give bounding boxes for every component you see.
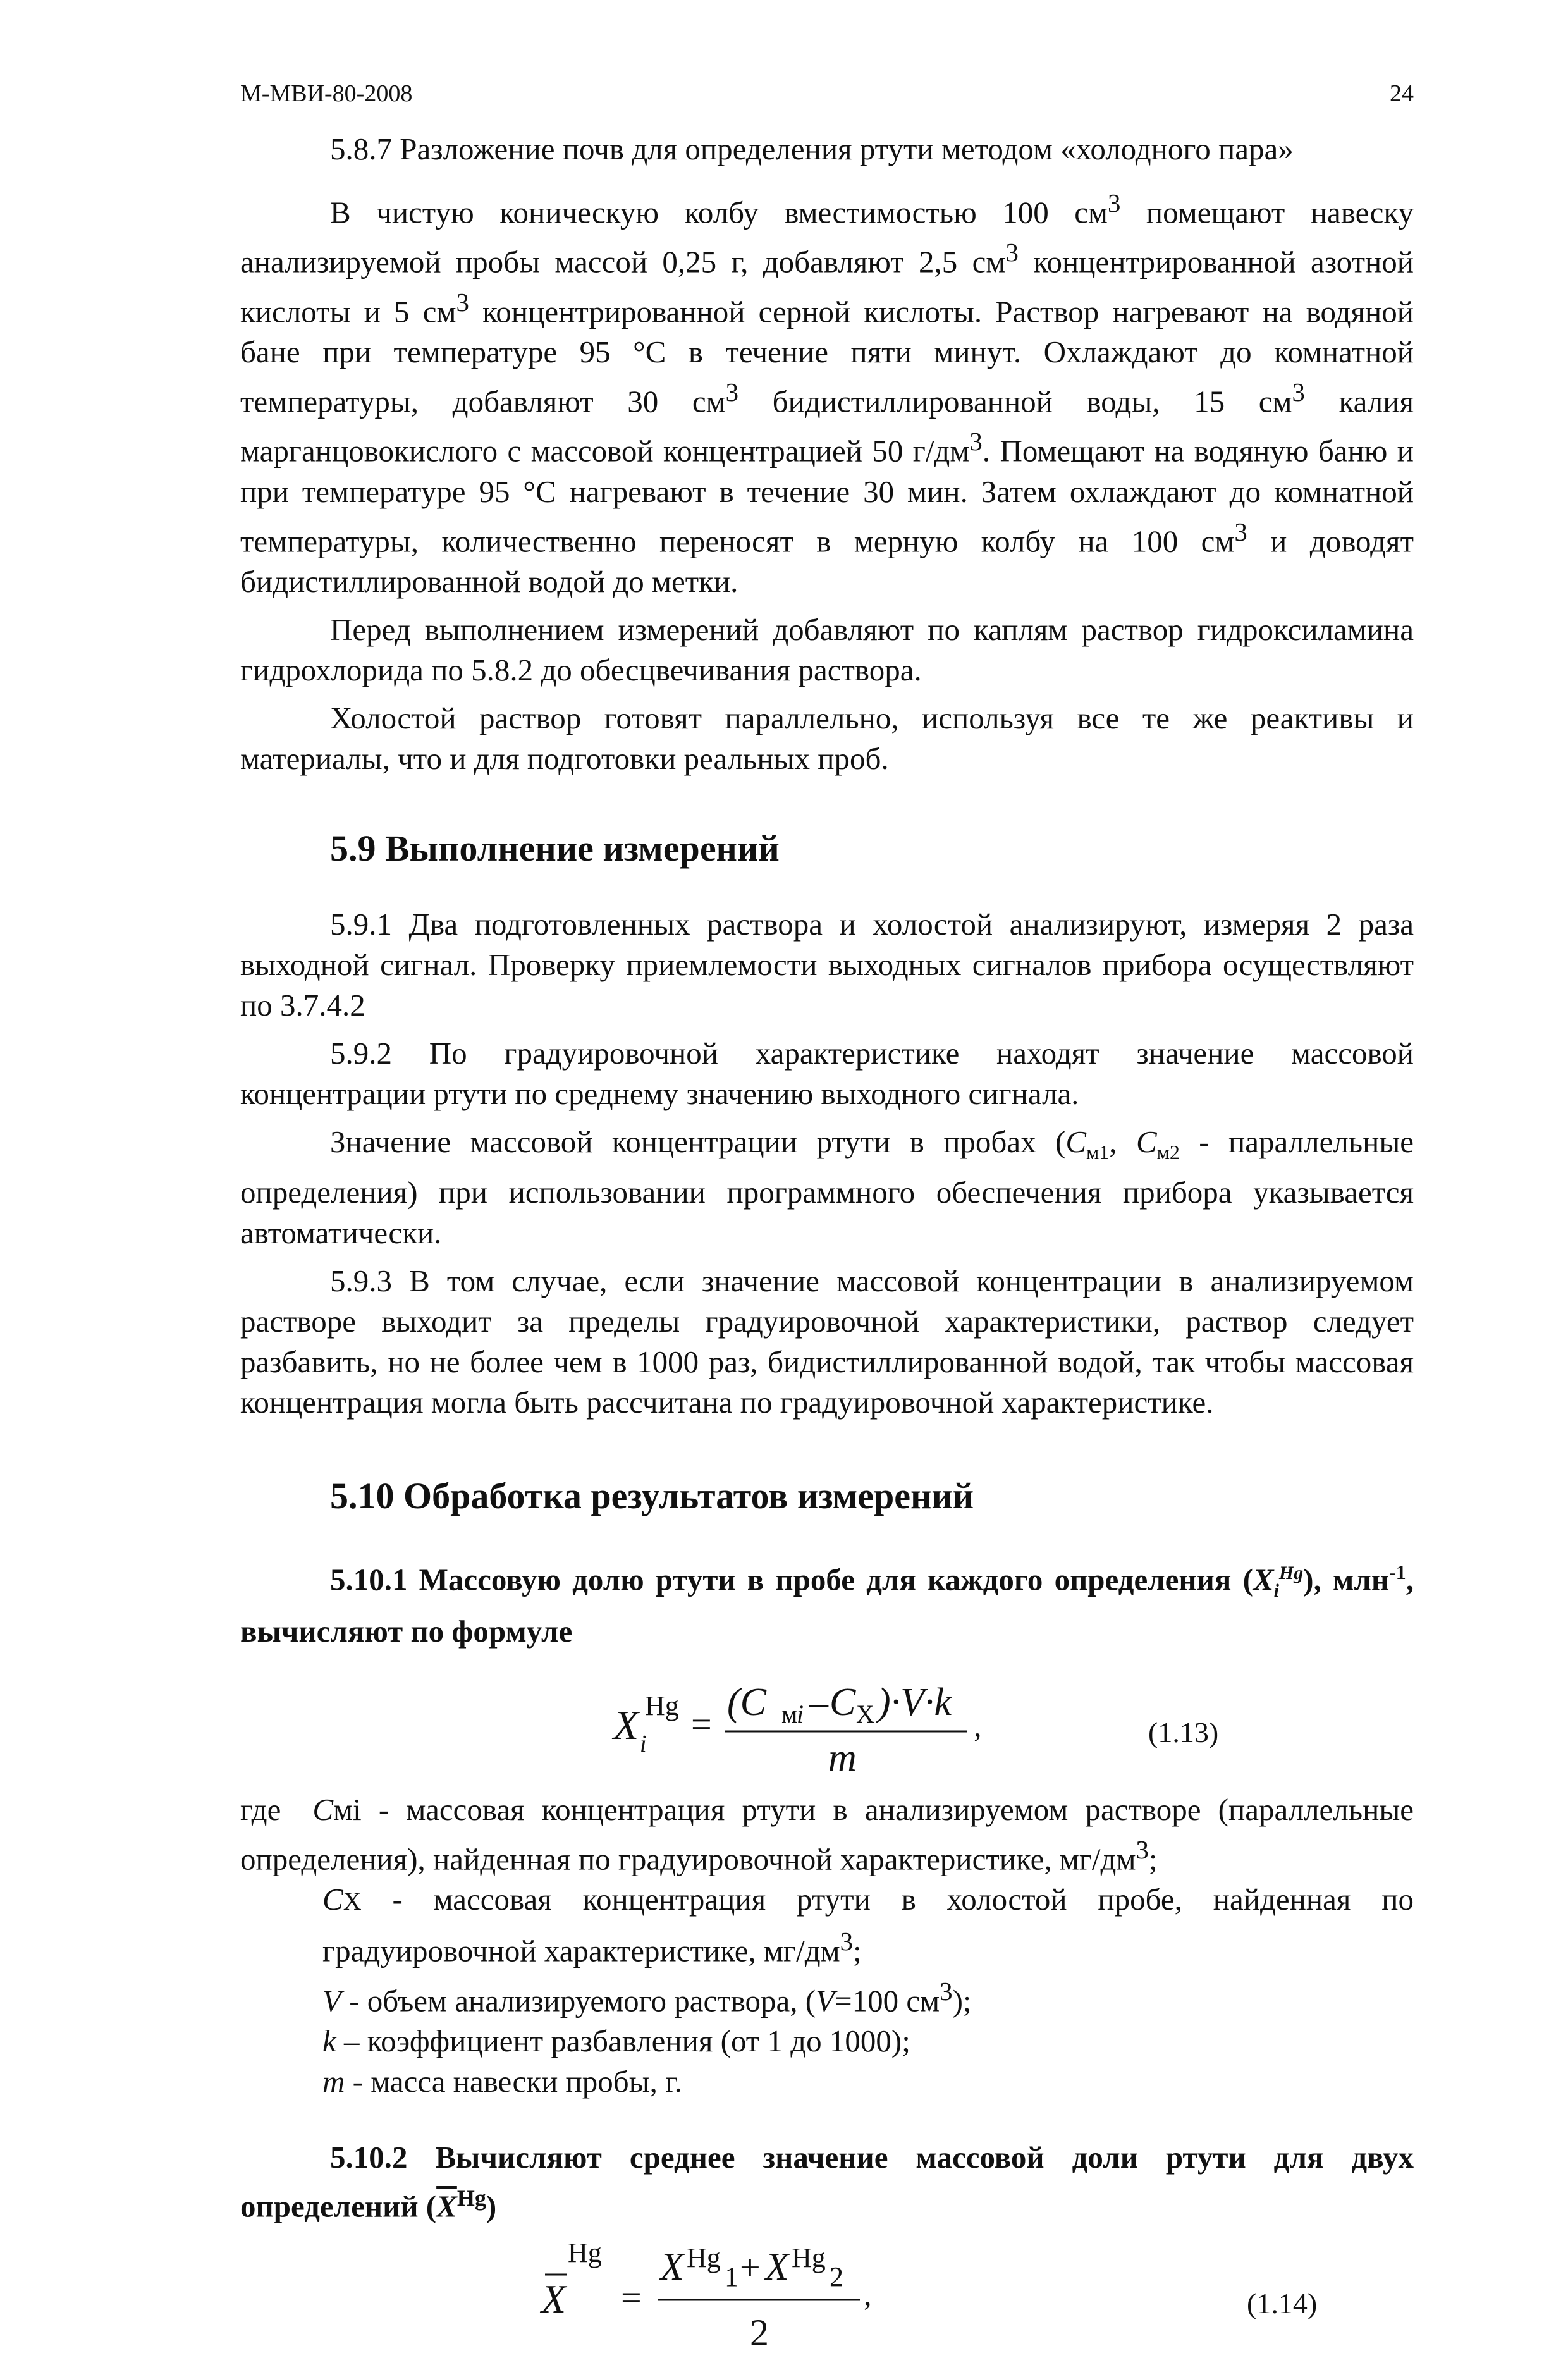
superscript: 3 [1108,189,1121,218]
symbol: m [322,2063,345,2099]
superscript: 3 [725,378,739,407]
text-run: 5.10.2 Вычисляют среднее значение массовой доли ртути для двух определений ( [240,2139,1414,2224]
page-content [240,129,1414,2377]
formula-num-a: (C [727,1680,766,1724]
paragraph-5-10-1 [240,1552,1414,1652]
symbol: k [322,2023,336,2058]
symbol: С [1065,1124,1087,1159]
symbol: V [816,1982,835,2018]
definition-v [240,1972,1414,2021]
superscript: 3 [940,1977,953,2006]
formula-plus: + [740,2247,761,2288]
paragraph-5-10-2 [240,2137,1414,2227]
subscript: i [1273,1580,1279,1601]
superscript: 3 [1136,1835,1149,1864]
text-run: ), млн [1303,1562,1390,1597]
formula-denominator: m [828,1736,857,1772]
definition-k [240,2021,1414,2061]
formula-num-i: i [797,1699,804,1728]
symbol: С [312,1791,334,1827]
text-run: - параллельные определения) при использовании программного обеспечения прибора указывается автоматически. [240,1124,1414,1250]
text-run: В чистую коническую колбу вместимостью 100 см [330,195,1108,230]
symbol: X [1253,1562,1274,1597]
symbol: С [1136,1124,1157,1159]
text-run: - объем анализируемого раствора, ( [341,1982,816,2018]
page-number: 24 [1390,80,1414,107]
formula-comma: , [974,1707,982,1743]
definition-m [240,2061,1414,2102]
symbol: С [322,1882,343,1917]
formula-num-s1: 1 [725,2261,738,2293]
formula-comma: , [864,2276,872,2313]
formula-lhs-x: X [541,2276,567,2322]
paragraph-blank-solution: Холостой раствор готовят параллельно, используя все те же реактивы и материалы, что и для подготовки реальных проб. [240,700,1414,776]
where-word: где [240,1791,281,1827]
superscript: 3 [1005,238,1019,267]
superscript: 3 [1234,517,1247,546]
text-run: - массовая концентрация ртути в холостой пробе, найденная по градуировочной характеристике, мг/дм [322,1882,1414,1969]
paragraph-hydroxylamine: Перед выполнением измерений добавляют по каплям раствор гидроксиламина гидрохлорида по 5.8.2 до обесцвечивания раствора. [240,611,1414,687]
paragraph-5-9-2: 5.9.2 По градуировочной характеристике находят значение массовой концентрации ртути по среднему значению выходного сигнала. [240,1035,1414,1111]
definition-c-mi [240,1790,1414,1879]
text-run: помещают навеску анализируемой пробы массой 0,25 г, добавляют 2,5 см [240,195,1414,279]
symbol-suffix: мi [333,1791,362,1827]
formula-lhs-sup: Hg [568,2239,602,2269]
paragraph-concentration-auto [240,1122,1414,1253]
superscript: 3 [969,427,983,457]
superscript: Hg [456,2185,486,2211]
formula-lhs-x: X [613,1702,639,1748]
formula-num-c: C [830,1680,856,1724]
paragraph-decomposition [240,183,1414,602]
document-code: М-МВИ-80-2008 [240,80,413,107]
formula-1-14-graphic [240,2239,1414,2359]
text-run: бидистиллированной воды, 15 см [738,384,1292,419]
paragraph-5-9-1: 5.9.1 Два подготовленных раствора и холостой анализируют, измеряя 2 раза выходной сигнал. Проверку приемлемости выходных сигналов прибора осуществляют по 3.7.4.2 [240,906,1414,1023]
text-run: . Помещают на водяную баню и при температуре 95 °С нагревают в течение 30 мин. Затем охлаждают до комнатной температуры, количественно переносят в мерную колбу на 100 см [240,433,1414,558]
text-run: , вычисляют по формуле [240,1562,1414,1649]
equation-number: (1.14) [1247,2287,1318,2320]
symbol-suffix: X [343,1887,362,1916]
text-run: концентрированной серной кислоты. Раствор нагревают на водяной бане при температуре 95 °С в течение пяти минут. Охлаждают до комнатной температуры, добавляют 30 см [240,293,1414,419]
text-run: ; [853,1933,862,1969]
text-run: и доводят бидистиллированной водой до метки. [240,523,1414,599]
text-run: ; [1148,1841,1158,1877]
superscript: 3 [456,288,469,317]
formula-equals: = [691,1703,712,1745]
symbol-mean: $\overline{X}$ [436,2189,457,2224]
formula-denominator: 2 [750,2312,769,2354]
section-heading-5-10: 5.10 Обработка результатов измерений [330,1475,974,1516]
symbol: V [322,1982,341,2018]
formula-num-hg2: Hg [792,2242,826,2274]
text-run: 5.10.1 Массовую долю ртути в пробе для каждого определения ( [330,1562,1253,1597]
definition-c-x [240,1879,1414,1971]
text-run: – коэффициент разбавления (от 1 до 1000); [336,2023,910,2058]
formula-lhs-sup: Hg [645,1690,679,1721]
formula-num-b: )·V·k [878,1680,952,1724]
superscript: 3 [840,1927,854,1956]
text-run: - масса навески пробы, г. [345,2063,682,2099]
text-run: ); [952,1982,972,2018]
text-run: Значение массовой концентрации ртути в пробах ( [330,1124,1066,1159]
formula-1-13 [240,1677,1414,1772]
text-run: =100 см [835,1982,940,2018]
superscript: Hg [1278,1562,1304,1583]
text-run: калия марганцовокислого с массовой концентрацией 50 г/дм [240,384,1414,469]
equation-number: (1.13) [1148,1716,1219,1748]
formula-equals: = [621,2277,642,2319]
subsection-title-5-8-7: 5.8.7 Разложение почв для определения ртути методом «холодного пара» [330,132,1294,166]
formula-num-x1: X [660,2245,684,2289]
formula-num-x2: X [765,2245,789,2289]
formula-num-minus: – [809,1681,828,1723]
text-run: , [1109,1124,1136,1159]
section-heading-5-9: 5.9 Выполнение измерений [330,827,780,869]
subscript: м1 [1086,1140,1110,1164]
formula-num-m: м [781,1699,798,1728]
text-run: - массовая концентрация ртути в анализируемом растворе (параллельные определения), найденная по градуировочной характеристике, мг/дм [240,1791,1414,1877]
variable-definitions [240,1790,1414,2102]
formula-num-x: X [856,1699,874,1728]
subscript: м2 [1156,1140,1180,1164]
formula-num-hg1: Hg [687,2242,721,2274]
superscript: -1 [1389,1560,1406,1583]
superscript: 3 [1292,378,1305,407]
formula-1-13-graphic [240,1677,1414,1772]
formula-lhs-sub: i [640,1730,647,1757]
text-run: ) [486,2189,497,2224]
paragraph-5-9-3: 5.9.3 В том случае, если значение массовой концентрации в анализируемом растворе выходит за пределы градуировочной характеристики, раствор следует разбавить, но не более чем в 1000 раз, бидистиллированной водой, так чтобы массовая концентрация могла быть рассчитана по градуировочной характеристике. [240,1263,1414,1420]
formula-1-14 [240,2239,1414,2359]
formula-num-s2: 2 [830,2261,843,2293]
text-run: концентрированной азотной кислоты и 5 см [240,244,1414,329]
